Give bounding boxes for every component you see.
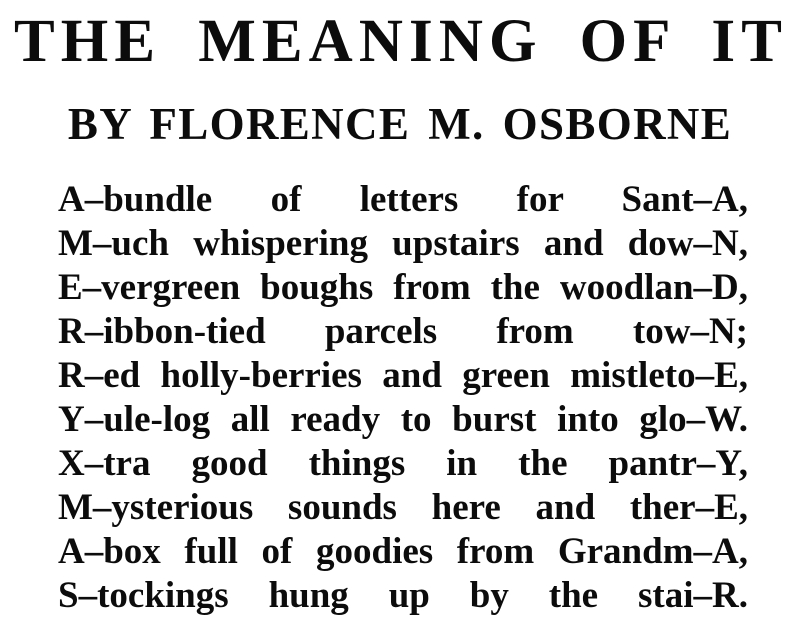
poem-line: M–ysterious sounds here and ther–E, bbox=[58, 487, 748, 528]
poem-line: A–bundle of letters for Sant–A, bbox=[58, 179, 748, 220]
poem-line: E–vergreen boughs from the woodlan–D, bbox=[58, 267, 748, 308]
poem bbox=[58, 178, 748, 618]
poem-line: M–uch whispering upstairs and dow–N, bbox=[58, 223, 748, 264]
poem-line: Y–ule-log all ready to burst into glo–W. bbox=[58, 399, 748, 440]
page-title: THE MEANING OF IT bbox=[14, 8, 788, 75]
byline: BY FLORENCE M. OSBORNE bbox=[67, 99, 733, 149]
poem-line: R–ed holly-berries and green mistleto–E, bbox=[58, 355, 748, 396]
poem-line: A–box full of goodies from Grandm–A, bbox=[58, 531, 748, 572]
poem-line: S–tockings hung up by the stai–R. bbox=[58, 575, 748, 616]
poem-line: X–tra good things in the pantr–Y, bbox=[58, 443, 748, 484]
poem-line: R–ibbon-tied parcels from tow–N; bbox=[58, 311, 748, 352]
